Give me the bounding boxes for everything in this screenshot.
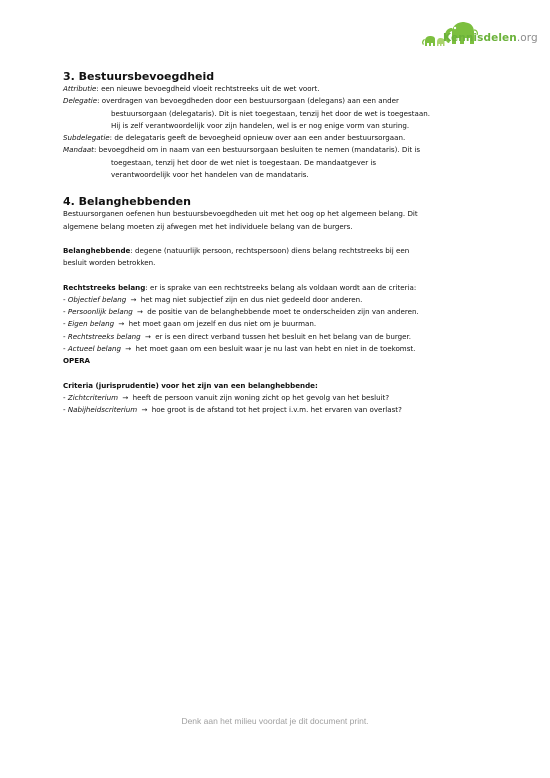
definition-rechtstreeks-belang: Rechtstreeks belang: er is sprake van een rechtstreeks belang als voldaan wordt aan de criteria:	[63, 282, 417, 292]
document-content	[63, 68, 493, 417]
definition-delegatie: Delegatie: overdragen van bevoegdheden door een bestuursorgaan (delegans) aan een ander	[63, 96, 399, 106]
definition-subdelegatie: Subdelegatie: de delegataris geeft de bevoegheid opnieuw over aan een ander bestuursorgaan.	[63, 133, 406, 143]
arrow-right-icon: →	[130, 294, 137, 304]
term-rechtstreeks-belang: Rechtstreeks belang	[63, 282, 146, 292]
arrow-right-icon: →	[144, 331, 151, 341]
section-heading-4: 4. Belanghebbenden	[63, 195, 191, 209]
acronym-opera: OPERA	[63, 356, 91, 366]
criteria-item: - Rechtstreeks belang → er is een direct verband tussen het besluit en het belang van de burger.	[63, 331, 493, 343]
criteria-item: - Actueel belang → het moet gaan om een besluit waar je nu last van hebt en niet in de toekomst.	[63, 343, 493, 355]
arrow-right-icon: →	[122, 392, 129, 402]
definition-belanghebbende-line2: besluit worden betrokken.	[63, 258, 156, 268]
definition-delegatie-line3: Hij is zelf verantwoordelijk voor zijn handelen, wel is er nog enige vorm van sturing.	[111, 120, 410, 130]
definition-mandaat: Mandaat: bevoegdheid om in naam van een bestuursorgaan besluiten te nemen (mandataris). Dit is	[63, 145, 421, 155]
term-delegatie: Delegatie	[63, 96, 98, 106]
jurisprudentie-item: - Nabijheidscriterium → hoe groot is de afstand tot het project i.v.m. het ervaren van overlast?	[63, 404, 493, 416]
logo-wordmark: Kennisdelen.org	[443, 32, 538, 44]
definition-belanghebbende: Belanghebbende: degene (natuurlijk persoon, rechtspersoon) diens belang rechtstreeks bij een	[63, 245, 410, 255]
criteria-item: - Objectief belang → het mag niet subjectief zijn en dus niet gedeeld door anderen.	[63, 294, 493, 306]
term-belanghebbende: Belanghebbende	[63, 245, 131, 255]
term-mandaat: Mandaat	[63, 145, 94, 155]
arrow-right-icon: →	[118, 319, 125, 329]
jurisprudentie-heading: Criteria (jurisprudentie) voor het zijn van een belanghebbende:	[63, 380, 318, 390]
intro-line2: algemene belang moeten zij afwegen met het individuele belang van de burgers.	[63, 221, 353, 231]
term-attributie: Attributie	[63, 84, 97, 93]
intro-line1: Bestuursorganen oefenen hun bestuursbevoegdheden uit met het oog op het algemeen belang. Dit	[63, 209, 418, 219]
definition-attributie: Attributie: een nieuwe bevoegdheid vloeit rechtstreeks uit de wet voort.	[63, 84, 320, 93]
definition-mandaat-line3: verantwoordelijk voor het handelen van de mandataris.	[111, 170, 309, 180]
section-heading-3: 3. Bestuursbevoegdheid	[63, 70, 215, 83]
arrow-right-icon: →	[125, 344, 132, 354]
footer-note: Denk aan het milieu voordat je dit document print.	[181, 716, 369, 726]
jurisprudentie-item: - Zichtcriterium → heeft de persoon vanuit zijn woning zicht op het gevolg van het besluit?	[63, 392, 493, 404]
definition-mandaat-line2: toegestaan, tenzij het door de wet niet is toegestaan. De mandaatgever is	[111, 157, 377, 167]
arrow-right-icon: →	[141, 405, 148, 415]
definition-delegatie-line2: bestuursorgaan (delegataris). Dit is niet toegestaan, tenzij het door de wet is toegestaan.	[111, 108, 430, 118]
criteria-item: - Persoonlijk belang → de positie van de belanghebbende moet te onderscheiden zijn van anderen.	[63, 306, 493, 318]
criteria-item: - Eigen belang → het moet gaan om jezelf en dus niet om je buurman.	[63, 318, 493, 330]
arrow-right-icon: →	[137, 307, 143, 317]
term-subdelegatie: Subdelegatie	[63, 133, 110, 143]
